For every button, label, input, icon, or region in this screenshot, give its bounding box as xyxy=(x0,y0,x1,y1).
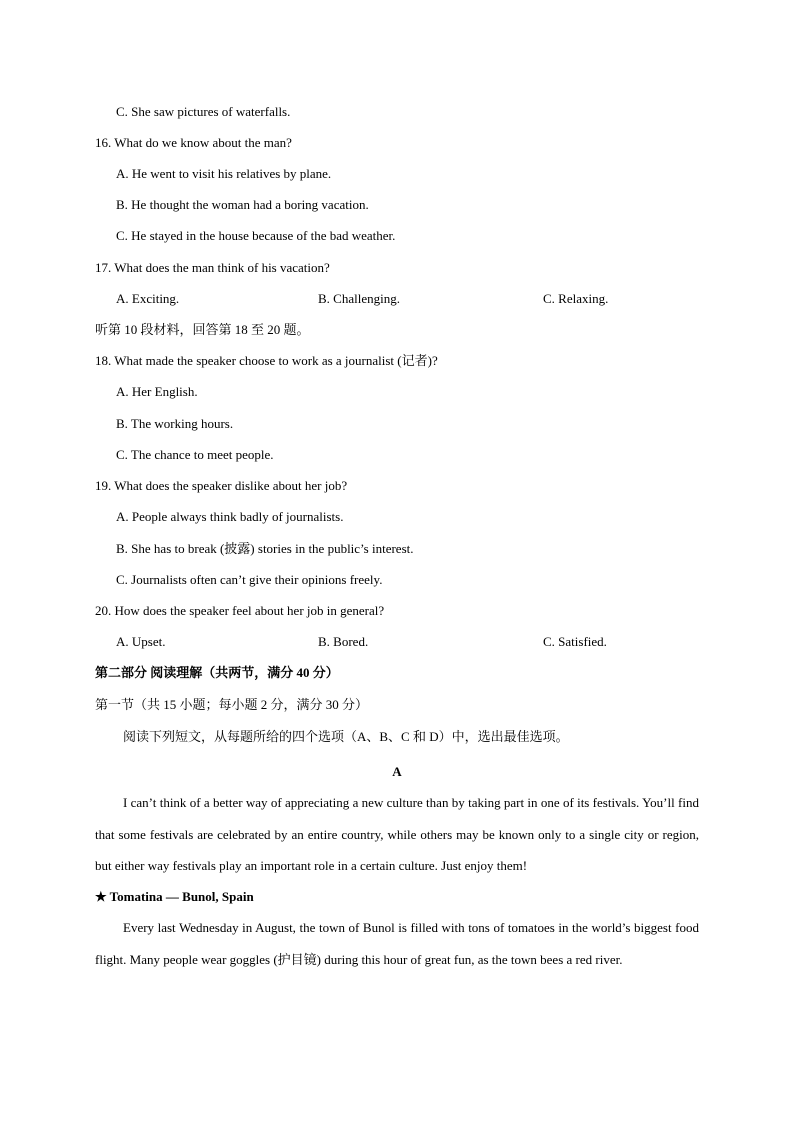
festival1-paragraph: Every last Wednesday in August, the town of Bunol is filled with tons of tomatoes in the world’s biggest food flight. Many people wear goggles (护目镜) during this hour of great fun, as the town bees a red river. xyxy=(95,920,699,967)
q19-question: 19. What does the speaker dislike about her job? xyxy=(95,478,348,493)
q20-option-c: C. Satisfied. xyxy=(543,634,607,649)
q16-question: 16. What do we know about the man? xyxy=(95,135,292,150)
passage-label: A xyxy=(392,764,402,779)
q17-option-a: A. Exciting. xyxy=(116,291,180,306)
q17-option-b: B. Challenging. xyxy=(318,291,400,306)
q18-option-b: B. The working hours. xyxy=(116,416,234,431)
q18-question: 18. What made the speaker choose to work as a journalist (记者)? xyxy=(95,353,438,368)
q15-option-c: C. She saw pictures of waterfalls. xyxy=(116,104,291,119)
reading-instruction: 阅读下列短文，从每题所给的四个选项（A、B、C 和 D）中，选出最佳选项。 xyxy=(123,729,569,744)
q19-option-a: A. People always think badly of journalists. xyxy=(116,509,344,524)
reading-section-title: 第一节（共 15 小题；每小题 2 分，满分 30 分） xyxy=(95,697,369,712)
q18-option-c: C. The chance to meet people. xyxy=(116,447,274,462)
q20-option-b: B. Bored. xyxy=(318,634,369,649)
festival1-heading: ★ Tomatina — Bunol, Spain xyxy=(95,889,254,904)
q20-question: 20. How does the speaker feel about her job in general? xyxy=(95,603,385,618)
intro-paragraph: I can’t think of a better way of appreciating a new culture than by taking part in one of its festivals. You’ll find that some festivals are celebrated by an entire country, while others may be known only to a single city or region, but either way festivals play an important role in a certain culture. Just enjoy them! xyxy=(95,795,699,873)
q20-option-a: A. Upset. xyxy=(116,634,166,649)
q16-option-b: B. He thought the woman had a boring vacation. xyxy=(116,197,369,212)
q17-question: 17. What does the man think of his vacation? xyxy=(95,260,330,275)
q18-option-a: A. Her English. xyxy=(116,384,198,399)
q19-option-c: C. Journalists often can’t give their opinions freely. xyxy=(116,572,383,587)
reading-part-title: 第二部分 阅读理解（共两节，满分 40 分） xyxy=(95,665,339,680)
q16-option-a: A. He went to visit his relatives by plane. xyxy=(116,166,332,181)
q19-option-b: B. She has to break (披露) stories in the public’s interest. xyxy=(116,541,414,556)
section10-instruction: 听第 10 段材料，回答第 18 至 20 题。 xyxy=(95,322,310,337)
q16-option-c: C. He stayed in the house because of the bad weather. xyxy=(116,228,396,243)
q17-option-c: C. Relaxing. xyxy=(543,291,609,306)
